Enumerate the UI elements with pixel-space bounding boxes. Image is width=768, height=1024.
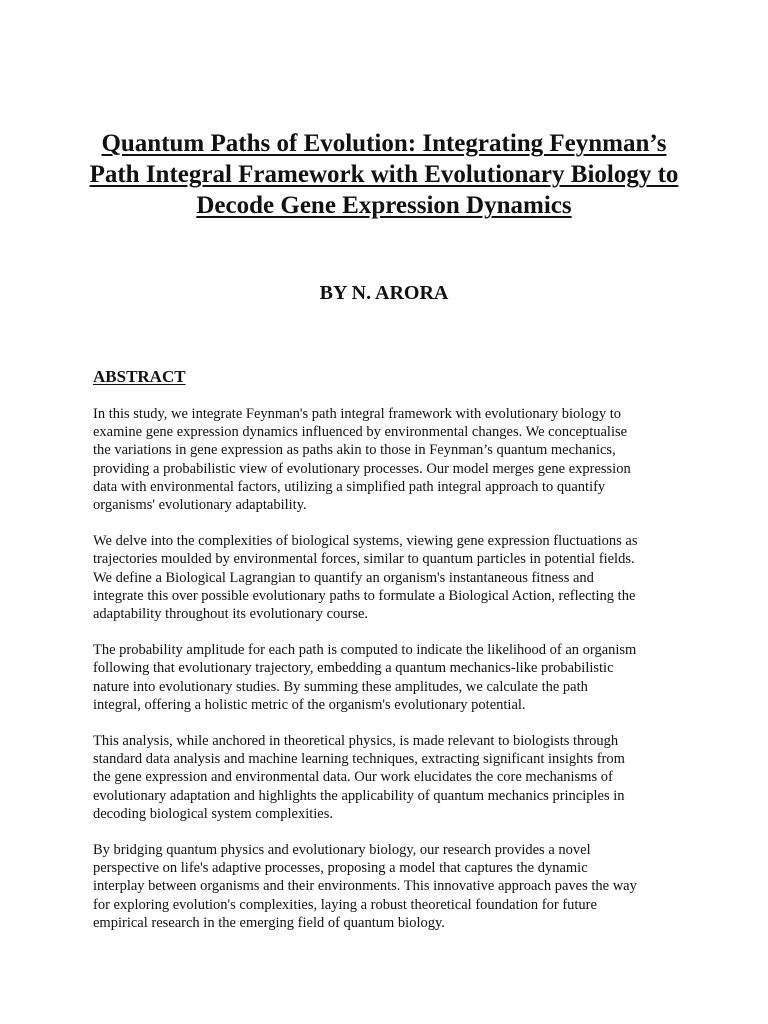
paragraph-line: interplay between organisms and their environments. This innovative approach paves the way bbox=[93, 878, 637, 895]
paragraph-line: We delve into the complexities of biological systems, viewing gene expression fluctuations as bbox=[93, 533, 638, 550]
paragraph-line: standard data analysis and machine learning techniques, extracting significant insights from bbox=[93, 751, 625, 768]
paragraph-line: nature into evolutionary studies. By summing these amplitudes, we calculate the path bbox=[93, 678, 588, 695]
paragraph-line: following that evolutionary trajectory, embedding a quantum mechanics-like probabilistic bbox=[93, 660, 614, 677]
paragraph-line: In this study, we integrate Feynman's path integral framework with evolutionary biology to bbox=[93, 406, 621, 422]
paragraph-line: By bridging quantum physics and evolutionary biology, our research provides a novel bbox=[93, 842, 591, 859]
abstract-paragraph bbox=[93, 841, 683, 932]
paragraph-line: empirical research in the emerging field of quantum biology. bbox=[93, 914, 445, 931]
paragraph-line: the gene expression and environmental data. Our work elucidates the core mechanisms of bbox=[93, 769, 613, 786]
paragraph-line: integral, offering a holistic metric of the organism's evolutionary potential. bbox=[93, 696, 526, 713]
paragraph-line: providing a probabilistic view of evolutionary processes. Our model merges gene expression bbox=[93, 460, 631, 477]
paragraph-line: examine gene expression dynamics influenced by environmental changes. We conceptualise bbox=[93, 424, 628, 441]
paragraph-line: for exploring evolution's complexities, laying a robust theoretical foundation for future bbox=[93, 896, 597, 913]
abstract-paragraph bbox=[93, 641, 683, 714]
abstract-paragraph bbox=[93, 405, 683, 514]
paragraph-line: organisms' evolutionary adaptability. bbox=[93, 497, 307, 514]
paragraph-line: trajectories moulded by environmental forces, similar to quantum particles in potential fields. bbox=[93, 551, 635, 568]
paragraph-line: This analysis, while anchored in theoretical physics, is made relevant to biologists through bbox=[93, 733, 619, 750]
paragraph-line: perspective on life's adaptive processes, proposing a model that captures the dynamic bbox=[93, 860, 588, 877]
paragraph-line: the variations in gene expression as paths akin to those in Feynman’s quantum mechanics, bbox=[93, 442, 616, 459]
paragraph-line: adaptability throughout its evolutionary course. bbox=[93, 606, 369, 623]
author-byline: BY N. ARORA bbox=[319, 282, 449, 304]
paragraph-line: data with environmental factors, utilizing a simplified path integral approach to quantify bbox=[93, 478, 606, 495]
paragraph-line: evolutionary adaptation and highlights the applicability of quantum mechanics principles in bbox=[93, 787, 625, 804]
paragraph-line: We define a Biological Lagrangian to quantify an organism's instantaneous fitness and bbox=[93, 569, 594, 586]
abstract-body bbox=[93, 405, 683, 950]
paragraph-line: decoding biological system complexities. bbox=[93, 805, 334, 822]
abstract-heading: ABSTRACT bbox=[93, 367, 186, 386]
paper-title: Quantum Paths of Evolution: Integrating Feynman’s Path Integral Framework with Evolutionary Biology to Decode Gene Expression Dynamics bbox=[89, 130, 679, 219]
abstract-paragraph bbox=[93, 532, 683, 623]
paragraph-line: The probability amplitude for each path is computed to indicate the likelihood of an organism bbox=[93, 642, 637, 659]
paragraph-line: integrate this over possible evolutionary paths to formulate a Biological Action, reflecting the bbox=[93, 587, 636, 604]
abstract-paragraph bbox=[93, 732, 683, 823]
